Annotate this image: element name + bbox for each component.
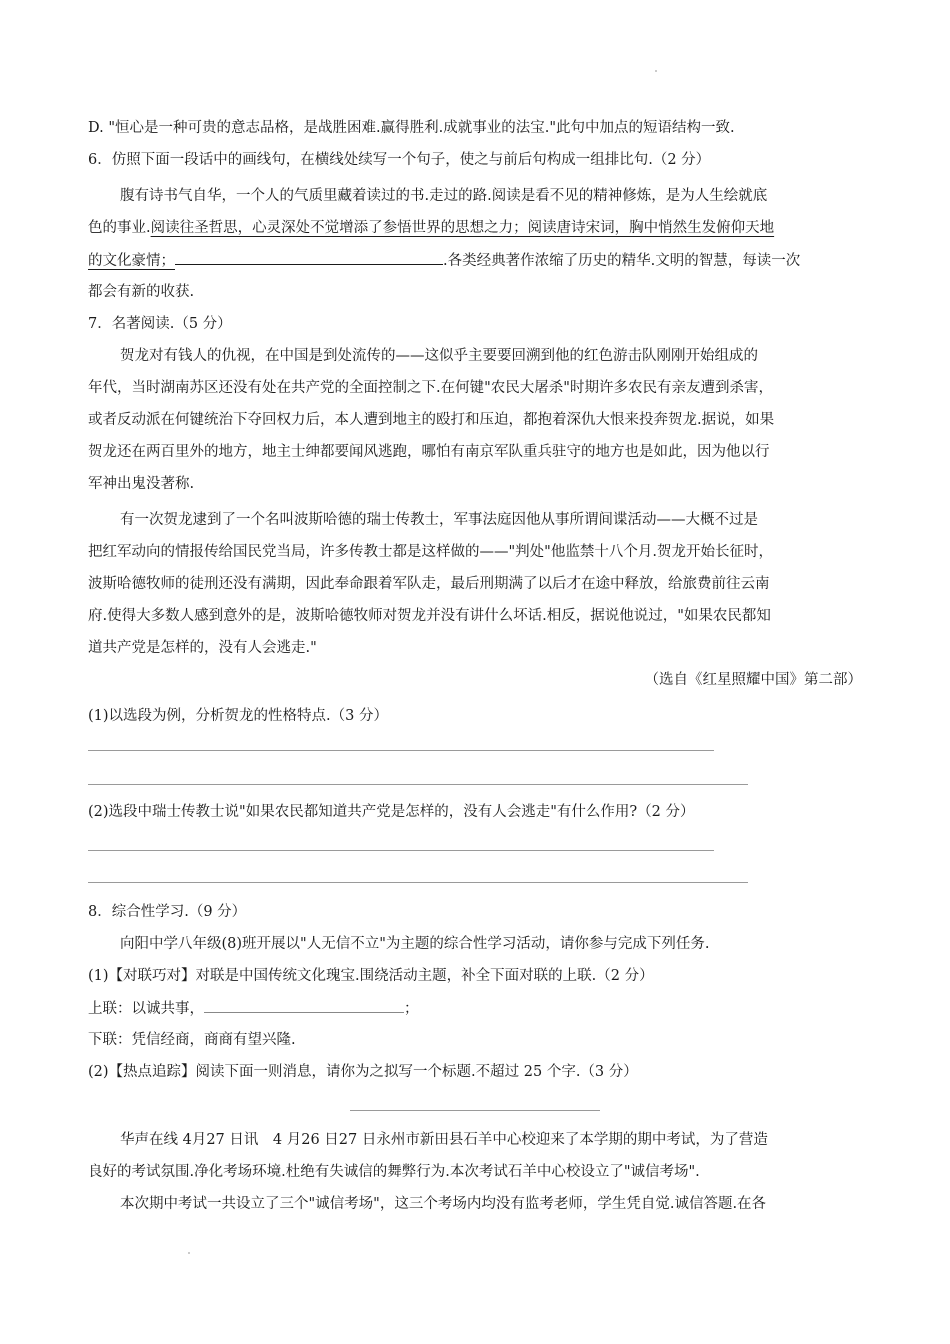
q7-sub1: (1)以选段为例，分析贺龙的性格特点.（3 分） xyxy=(88,708,388,724)
q6-paragraph-line xyxy=(88,250,868,271)
q7-passage-line: 或者反动派在何键统治下夺回权力后，本人遭到地主的殴打和压迫，都抱着深仇大恨来投奔贺龙.据说，如果 xyxy=(88,412,775,428)
news-line: 本次期中考试一共设立了三个"诚信考场"，这三个考场内均没有监考老师，学生凭自觉.诚信答题.在各 xyxy=(120,1196,767,1212)
q8-sub1: (1)【对联巧对】对联是中国传统文化瑰宝.围绕活动主题，补全下面对联的上联.（2 分） xyxy=(88,968,654,984)
q6-text: .各类经典著作浓缩了历史的精华.文明的智慧，每读一次 xyxy=(443,253,801,269)
answer-line[interactable] xyxy=(88,750,714,751)
q8-intro: 向阳中学八年级(8)班开展以"人无信不立"为主题的综合性学习活动，请你参与完成下列任务. xyxy=(120,936,710,952)
scan-dot xyxy=(188,1252,190,1254)
q6-paragraph-line: 都会有新的收获. xyxy=(88,284,195,300)
q7-title: 7．名著阅读.（5 分） xyxy=(88,316,232,332)
q7-passage-line: 把红军动向的情报传给国民党当局，许多传教士都是这样做的——"判处"他监禁十八个月.贺龙开始长征时， xyxy=(88,544,773,560)
headline-answer-line[interactable] xyxy=(350,1110,600,1111)
q7-source: （选自《红星照耀中国》第二部） xyxy=(644,672,862,688)
q7-passage-line: 军神出鬼没著称. xyxy=(88,476,195,492)
q8-lower-couplet: 下联：凭信经商，商商有望兴隆. xyxy=(88,1032,296,1048)
answer-line[interactable] xyxy=(88,850,714,851)
upper-couplet-label: 上联：以诚共事， xyxy=(88,1001,204,1017)
news-line: 良好的考试氛围.净化考场环境.杜绝有失诚信的舞弊行为.本次考试石羊中心校设立了"诚信考场". xyxy=(88,1164,700,1180)
q6-paragraph-line xyxy=(88,218,868,238)
scan-dot xyxy=(655,70,657,72)
q6-text: 色的事业. xyxy=(88,220,151,236)
q7-passage-line: 波斯哈德牧师的徒刑还没有满期，因此奉命跟着军队走，最后刑期满了以后才在途中释放，给旅费前往云南 xyxy=(88,576,770,592)
q8-title: 8．综合性学习.（9 分） xyxy=(88,904,247,920)
q7-passage-line: 府.使得大多数人感到意外的是，波斯哈德牧师对贺龙并没有讲什么坏话.相反，据说他说过，"如果农民都知 xyxy=(88,608,771,624)
q8-sub2: (2)【热点追踪】阅读下面一则消息，请你为之拟写一个标题.不超过 25 个字.（3 分） xyxy=(88,1064,638,1080)
news-line: 华声在线 4月27 日讯 4 月26 日27 日永州市新田县石羊中心校迎来了本学期的期中考试，为了营造 xyxy=(120,1132,768,1148)
q6-answer-blank[interactable] xyxy=(175,250,443,265)
q6-underlined-sentence: 的文化豪情； xyxy=(88,253,175,269)
option-d: D. "恒心是一种可贵的意志品格，是战胜困难.赢得胜利.成就事业的法宝."此句中加点的短语结构一致. xyxy=(88,120,735,136)
q7-passage-line: 有一次贺龙逮到了一个名叫波斯哈德的瑞士传教士，军事法庭因他从事所谓间谍活动——大概不过是 xyxy=(120,512,758,528)
q7-sub2: (2)选段中瑞士传教士说"如果农民都知道共产党是怎样的，没有人会逃走"有什么作用?（2 分） xyxy=(88,804,695,820)
couplet-answer-blank[interactable] xyxy=(204,998,404,1013)
q6-underlined-sentence: 阅读往圣哲思，心灵深处不觉增添了参悟世界的思想之力；阅读唐诗宋词，胸中悄然生发俯仰天地 xyxy=(150,220,775,236)
q6-title: 6．仿照下面一段话中的画线句，在横线处续写一个句子，使之与前后句构成一组排比句.（2 分） xyxy=(88,152,711,168)
q7-passage-line: 道共产党是怎样的，没有人会逃走." xyxy=(88,640,317,656)
q8-upper-couplet xyxy=(88,998,868,1019)
q7-passage-line: 贺龙还在两百里外的地方，地主士绅都要闻风逃跑，哪怕有南京军队重兵驻守的地方也是如此，因为他以行 xyxy=(88,444,770,460)
answer-line[interactable] xyxy=(88,882,748,883)
upper-couplet-end: ； xyxy=(404,1001,419,1017)
q7-passage-line: 贺龙对有钱人的仇视，在中国是到处流传的——这似乎主要要回溯到他的红色游击队刚刚开始组成的 xyxy=(120,348,758,364)
q6-paragraph-line: 腹有诗书气自华，一个人的气质里藏着读过的书.走过的路.阅读是看不见的精神修炼，是为人生绘就底 xyxy=(120,188,768,204)
answer-line[interactable] xyxy=(88,784,748,785)
q7-passage-line: 年代，当时湖南苏区还没有处在共产党的全面控制之下.在何键"农民大屠杀"时期许多农民有亲友遭到杀害， xyxy=(88,380,773,396)
